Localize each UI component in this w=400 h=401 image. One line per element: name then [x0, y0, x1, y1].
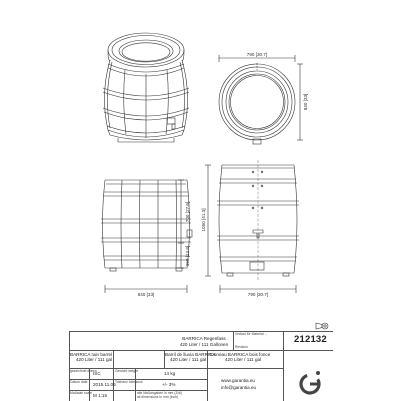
- date-value: 2015.11.06: [93, 382, 116, 387]
- scale-value: M 1:15: [93, 393, 108, 398]
- dim-side-overall-height: 1050 [41.3]: [201, 208, 206, 232]
- website-text: www.garantia.eu: [221, 378, 255, 383]
- note-mm: alle Maßangaben in mm (Zoll): [137, 391, 183, 395]
- projection-symbol-icon: [316, 323, 328, 329]
- title-block: [69, 331, 333, 401]
- perspective-view: [103, 33, 189, 142]
- product-title-de: BARRICA Regenfass: [182, 336, 226, 341]
- capacity-es: 420 Liter / 111 gal: [170, 357, 207, 362]
- dim-right-height: 840 [33]: [303, 93, 308, 111]
- product-title-fr: Tonneau BARRICA bois fonce: [209, 351, 271, 357]
- date-label: Datum date: [70, 380, 88, 384]
- side-view: [205, 160, 299, 293]
- drawing-number: 212132: [294, 334, 327, 345]
- tolerance-label: Toleranz tolerance: [115, 380, 143, 384]
- dim-side-width: 790 [30.7]: [247, 292, 269, 297]
- weight-value: 14 kg: [164, 371, 176, 376]
- garantia-logo-icon: [295, 369, 325, 399]
- dim-tap-height: 350 [13.8]: [185, 245, 190, 267]
- email-text: info@garantia.eu: [221, 385, 257, 390]
- capacity-fr: 420 Liter / 111 gal: [225, 357, 262, 362]
- dim-front-width: 840 [33]: [137, 292, 155, 297]
- weight-label: Gewicht weight: [115, 369, 138, 373]
- revision-label: Revision: [235, 344, 249, 349]
- tolerance-value: +/- 3%: [162, 382, 176, 387]
- note-inch: all dimensions in mm (inch): [137, 395, 179, 399]
- front-view: [101, 180, 192, 293]
- capacity-de: 420 Liter / 111 Gallonen: [179, 341, 229, 347]
- dim-front-height: 700 [27.6]: [185, 201, 190, 223]
- top-view: [219, 55, 303, 144]
- scale-label: Maßstab scale: [70, 391, 93, 395]
- product-title-es: Barril de lluvia BARRICA: [165, 351, 216, 357]
- capacity-en: 420 Liter / 111 gal: [76, 357, 113, 362]
- drawn-label: gezeichnet drawn: [70, 369, 97, 373]
- product-title-en: BARRICA rain barrel: [70, 351, 113, 357]
- drawn-value: ISC: [93, 371, 101, 376]
- header-small-text: Verbau für Material ...: [235, 332, 268, 336]
- dim-top-width: 790 [30.7]: [246, 52, 268, 57]
